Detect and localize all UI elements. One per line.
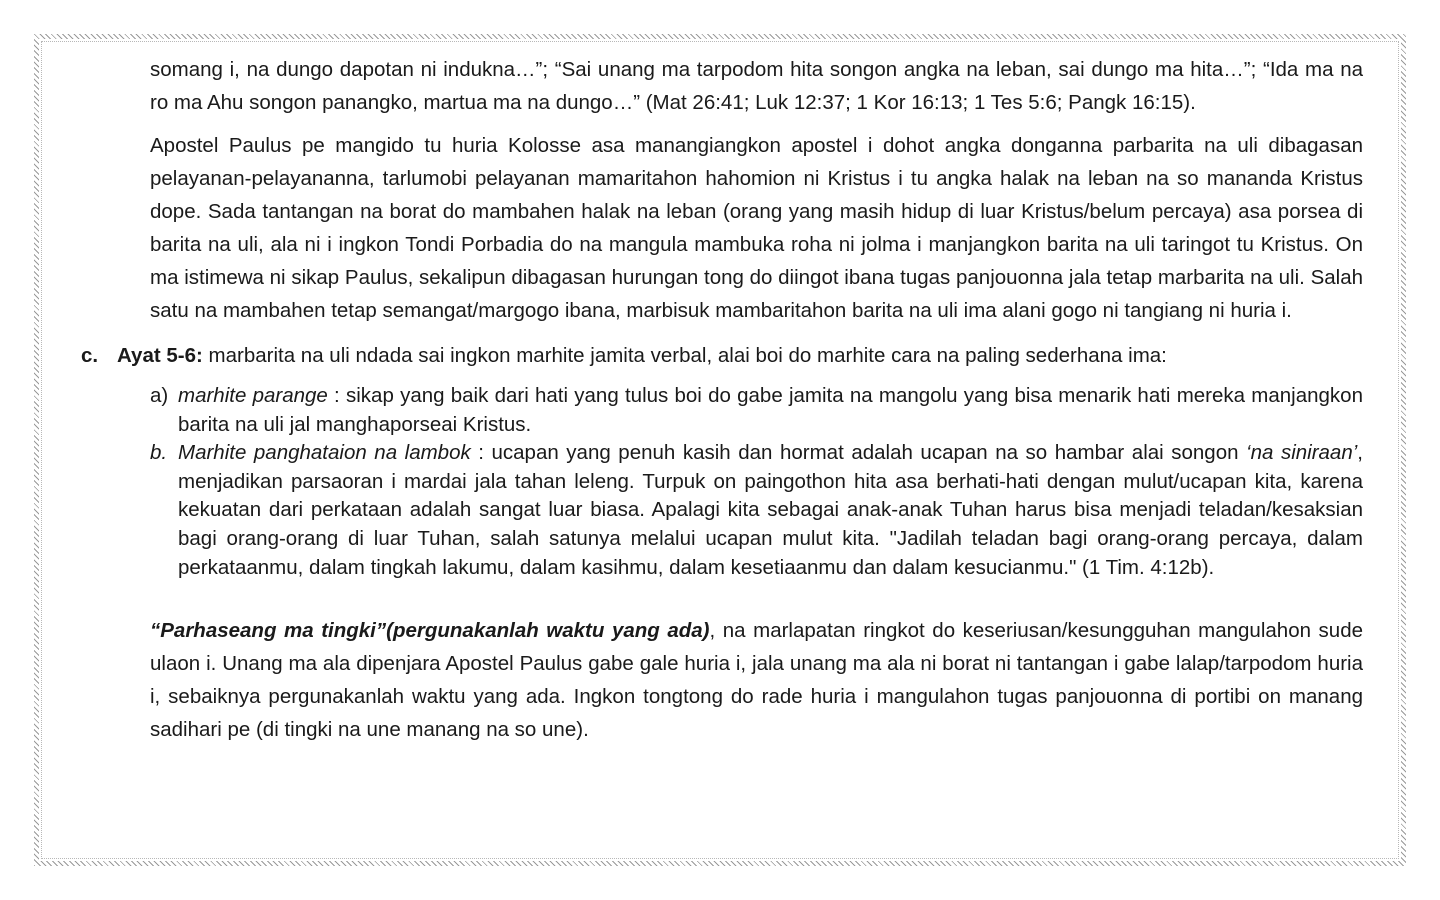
document-content — [79, 53, 1363, 746]
list-item-b-text-before: : ucapan yang penuh kasih dan hormat adalah ucapan na so hambar alai songon — [470, 441, 1247, 465]
list-item-a-term: marhite parange — [178, 384, 328, 407]
list-item-b-body — [178, 439, 1363, 582]
paragraph-3-text: , na marlapatan ringkot do keseriusan/kesungguhan mangulahon sude ulaon i. Unang ma ala dipenjara Apostel Paulus gabe gale huria i, jala unang ma ala ni borat ni tantangan i gabe lalap/tarpodom huria i, sebaiknya pergunakanlah waktu yang ada. Ingkon tongtong do rade huria i mangulahon tugas panjouonna di portibi on manang sadihari pe (di tingki na une manang na so une). — [150, 619, 1363, 742]
paragraph-3-emphasis: “Parhaseang ma tingki”(pergunakanlah waktu yang ada) — [150, 619, 710, 643]
list-item-b-marker: b. — [150, 441, 168, 465]
list-item-b-term: Marhite panghataion na lambok — [178, 441, 471, 465]
list-item-b-quote: ‘na siniraan’ — [1246, 441, 1358, 465]
list-item-a-text: : sikap yang baik dari hati yang tulus boi do gabe jamita na mangolu yang bisa menarik hati mereka manjangkon barita na uli jal manghaporseai Kristus. — [178, 384, 1363, 436]
section-c — [79, 339, 1363, 372]
list-item-b — [150, 439, 1363, 582]
list-item-a-body — [178, 382, 1363, 439]
paragraph-2: Apostel Paulus pe mangido tu huria Kolosse asa manangiangkon apostel i dohot angka donganna parbarita na uli dibagasan pelayanan-pelayananna, tarlumobi pelayanan mamaritahon hahomion ni Kristus i tu angka halak na leban na so mananda Kristus dope. Sada tantangan na borat do mambahen halak na leban (orang yang masih hidup di luar Kristus/belum percaya) asa porsea di barita na uli, ala ni i ingkon Tondi Porbadia do na mangula mambuka roha ni jolma i manjangkon barita na uli taringot tu Kristus. On ma istimewa ni sikap Paulus, sekalipun dibagasan hurungan tong do diingot ibana tugas panjouonna jala tetap marbarita na uli. Salah satu na mambahen tetap semangat/margogo ibana, marbisuk mambaritahon barita na uli ima alani gogo ni tangiang ni huria i. — [150, 134, 1363, 322]
section-c-text: marbarita na uli ndada sai ingkon marhite jamita verbal, alai boi do marhite cara na paling sederhana ima: — [202, 344, 1167, 367]
section-c-intro — [117, 339, 1363, 372]
page-border — [34, 34, 1406, 866]
section-c-heading: Ayat 5-6: — [117, 344, 203, 367]
paragraph-1: somang i, na dungo dapotan ni indukna…”; “Sai unang ma tarpodom hita songon angka na leban, sai dungo ma hita…”; “Ida ma na ro ma Ahu songon panangko, martua ma na dungo…” (Mat 26:41; Luk 12:37; 1 Kor 16:13; 1 Tes 5:6; Pangk 16:15). — [150, 58, 1363, 114]
section-c-marker: c. — [81, 344, 99, 367]
list-item-b-text-after: , menjadikan parsaoran i mardai jala tahan leleng. Turpuk on paingothon hita asa berhati-hati dengan mulut/ucapan kita, karena kekuatan dari perkataan adalah sangat luar biasa. Apalagi kita sebagai anak-anak Tuhan harus bisa menjadi teladan/kesaksian bagi orang-orang di luar Tuhan, salah satunya melalui ucapan mulut kita. "Jadilah teladan bagi orang-orang percaya, dalam perkataanmu, dalam tingkah lakumu, dalam kasihmu, dalam kesetiaanmu dan dalam kesucianmu." (1 Tim. 4:12b). — [178, 441, 1363, 579]
list-item-a-marker: a) — [150, 384, 169, 407]
list-item-a — [150, 382, 1363, 439]
paragraph-3 — [79, 614, 1363, 746]
